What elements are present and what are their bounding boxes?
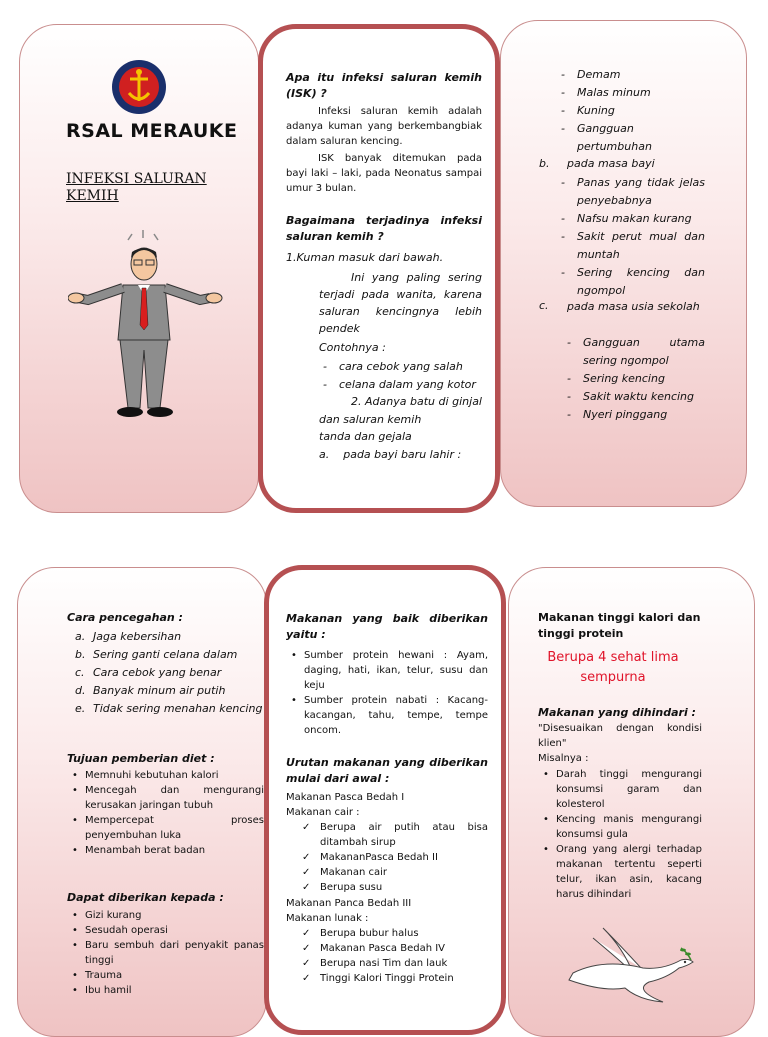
list-item: • Menambah berat badan — [67, 843, 264, 858]
list-item: • Darah tinggi mengurangi konsumsi garam dan kolesterol — [538, 767, 702, 812]
panel-definition — [258, 24, 500, 513]
hospital-logo — [111, 59, 167, 115]
prevention-list — [67, 628, 264, 718]
list-item: b. Sering ganti celana dalam — [75, 648, 238, 661]
diet-goal-list — [67, 768, 264, 858]
prevalence-text: ISK banyak ditemukan pada bayi laki – laki, pada Neonatus sampai umur 3 bulan. — [286, 153, 482, 194]
liquid-label: Makanan cair : — [286, 807, 360, 818]
list-item: d. Banyak minum air putih — [75, 684, 226, 697]
definition-text: Infeksi saluran kemih adalah adanya kuman yang berkembangbiak dalam saluran kencing. — [286, 106, 482, 147]
panel-food — [264, 565, 506, 1035]
list-item: • Sumber protein nabati : Kacang-kacangan, tahu, tempe, tempe oncom. — [286, 693, 488, 738]
panel-prevention — [17, 567, 267, 1037]
list-item: - Gangguan utama sering ngompol — [565, 334, 705, 370]
school-title: pada masa usia sekolah — [567, 300, 700, 313]
confused-man-illustration — [68, 230, 228, 420]
list-item: - Sering kencing dan ngompol — [559, 264, 705, 300]
list-item: • Trauma — [67, 968, 264, 983]
list-item: - Gangguan pertumbuhan — [559, 120, 679, 156]
question-what-is-isk: Apa itu infeksi saluran kemih (ISK) ? — [286, 71, 482, 100]
list-item: • Sesudah operasi — [67, 923, 264, 938]
avoid-title: Makanan yang dihindari : — [538, 706, 696, 719]
post-op-3: Makanan Panca Bedah III — [286, 898, 412, 909]
list-item: • Kencing manis mengurangi konsumsi gula — [538, 812, 702, 842]
post-op-1: Makanan Pasca Bedah I — [286, 792, 405, 803]
cause-2-text: 2. Adanya batu di ginjal dan saluran kemih — [319, 395, 482, 426]
sign-a-label: a. pada bayi baru lahir : — [319, 448, 462, 461]
examples-list — [321, 358, 491, 394]
list-item: ✓ Makanan cair — [286, 865, 488, 880]
list-item: - cara cebok yang salah — [321, 358, 491, 376]
cause-1-title: 1.Kuman masuk dari bawah. — [286, 251, 444, 264]
list-item: - Nafsu makan kurang — [559, 210, 705, 228]
panel-symptoms — [500, 20, 747, 507]
given-to-title: Dapat diberikan kepada : — [67, 891, 224, 904]
list-item: e. Tidak sering menahan kencing — [75, 702, 263, 715]
list-item: • Gizi kurang — [67, 908, 264, 923]
list-item: - Kuning — [559, 102, 679, 120]
good-food-list — [286, 648, 488, 738]
list-item: • Baru sembuh dari penyakit panas tinggi — [67, 938, 264, 968]
infant-symptoms-list — [559, 174, 705, 300]
list-item: c. Cara cebok yang benar — [75, 666, 222, 679]
list-item: - Demam — [559, 66, 679, 84]
list-item: • Sumber protein hewani : Ayam, daging, hati, ikan, telur, susu dan keju — [286, 648, 488, 693]
list-item: ✓ Berupa air putih atau bisa ditambah sirup — [286, 820, 488, 850]
list-item: • Ibu hamil — [67, 983, 264, 998]
list-item: • Orang yang alergi terhadap makanan tertentu seperti telur, ikan asin, kacang harus dihindari — [538, 842, 702, 902]
list-item: • Mempercepat proses penyembuhan luka — [67, 813, 264, 843]
school-label: c. — [539, 299, 549, 312]
brochure-subtitle: INFEKSI SALURAN KEMIH — [66, 171, 207, 204]
list-item: - Malas minum — [559, 84, 679, 102]
list-item: ✓ MakananPasca Bedah II — [286, 850, 488, 865]
list-item: • Mencegah dan mengurangi kerusakan jaringan tubuh — [67, 783, 264, 813]
list-item: ✓ Berupa susu — [286, 880, 488, 895]
avoid-list — [538, 767, 702, 902]
high-calorie-title: Makanan tinggi kalori dan tinggi protein — [538, 611, 701, 640]
prevention-title: Cara pencegahan : — [67, 611, 183, 624]
list-item: ✓ Berupa nasi Tim dan lauk — [286, 956, 496, 971]
liquid-list — [286, 820, 488, 895]
hospital-name: RSAL MERAUKE — [66, 120, 238, 142]
list-item: - celana dalam yang kotor — [321, 376, 491, 394]
list-item: - Sakit waktu kencing — [565, 388, 705, 406]
cause-1-text: Ini yang paling sering terjadi pada wanita, karena saluran kencingnya lebih pendek — [319, 271, 482, 335]
food-order-title: Urutan makanan yang diberikan mulai dari awal : — [286, 756, 488, 785]
list-item: ✓ Berupa bubur halus — [286, 926, 496, 941]
list-item: • Memnuhi kebutuhan kalori — [67, 768, 264, 783]
four-healthy-text: Berupa 4 sehat lima sempurna — [547, 650, 679, 685]
soft-food-list — [286, 926, 496, 986]
question-how: Bagaimana terjadinya infeksi saluran kemih ? — [286, 214, 482, 243]
list-item: a. Jaga kebersihan — [75, 630, 182, 643]
list-item: ✓ Makanan Pasca Bedah IV — [286, 941, 496, 956]
soft-food-label: Makanan lunak : — [286, 913, 369, 924]
list-item: ✓ Tinggi Kalori Tinggi Protein — [286, 971, 496, 986]
given-to-list — [67, 908, 264, 998]
list-item: - Sakit perut mual dan muntah — [559, 228, 705, 264]
school-symptoms-list — [565, 334, 705, 424]
panel-cover — [19, 24, 259, 513]
good-food-title: Makanan yang baik diberikan yaitu : — [286, 612, 488, 641]
panel-avoid — [508, 567, 755, 1037]
infant-title: pada masa bayi — [567, 157, 655, 170]
list-item: - Panas yang tidak jelas penyebabnya — [559, 174, 705, 210]
infant-label: b. — [539, 157, 550, 170]
diet-goal-title: Tujuan pemberian diet : — [67, 752, 215, 765]
avoid-note: "Disesuaikan dengan kondisi klien" — [538, 723, 702, 749]
list-item: - Sering kencing — [565, 370, 705, 388]
signs-label: tanda dan gejala — [319, 430, 412, 443]
list-item: - Nyeri pinggang — [565, 406, 705, 424]
newborn-symptoms-list — [559, 66, 679, 156]
examples-label: Contohnya : — [319, 341, 386, 354]
example-label: Misalnya : — [538, 753, 589, 764]
dove-illustration — [563, 918, 703, 1008]
